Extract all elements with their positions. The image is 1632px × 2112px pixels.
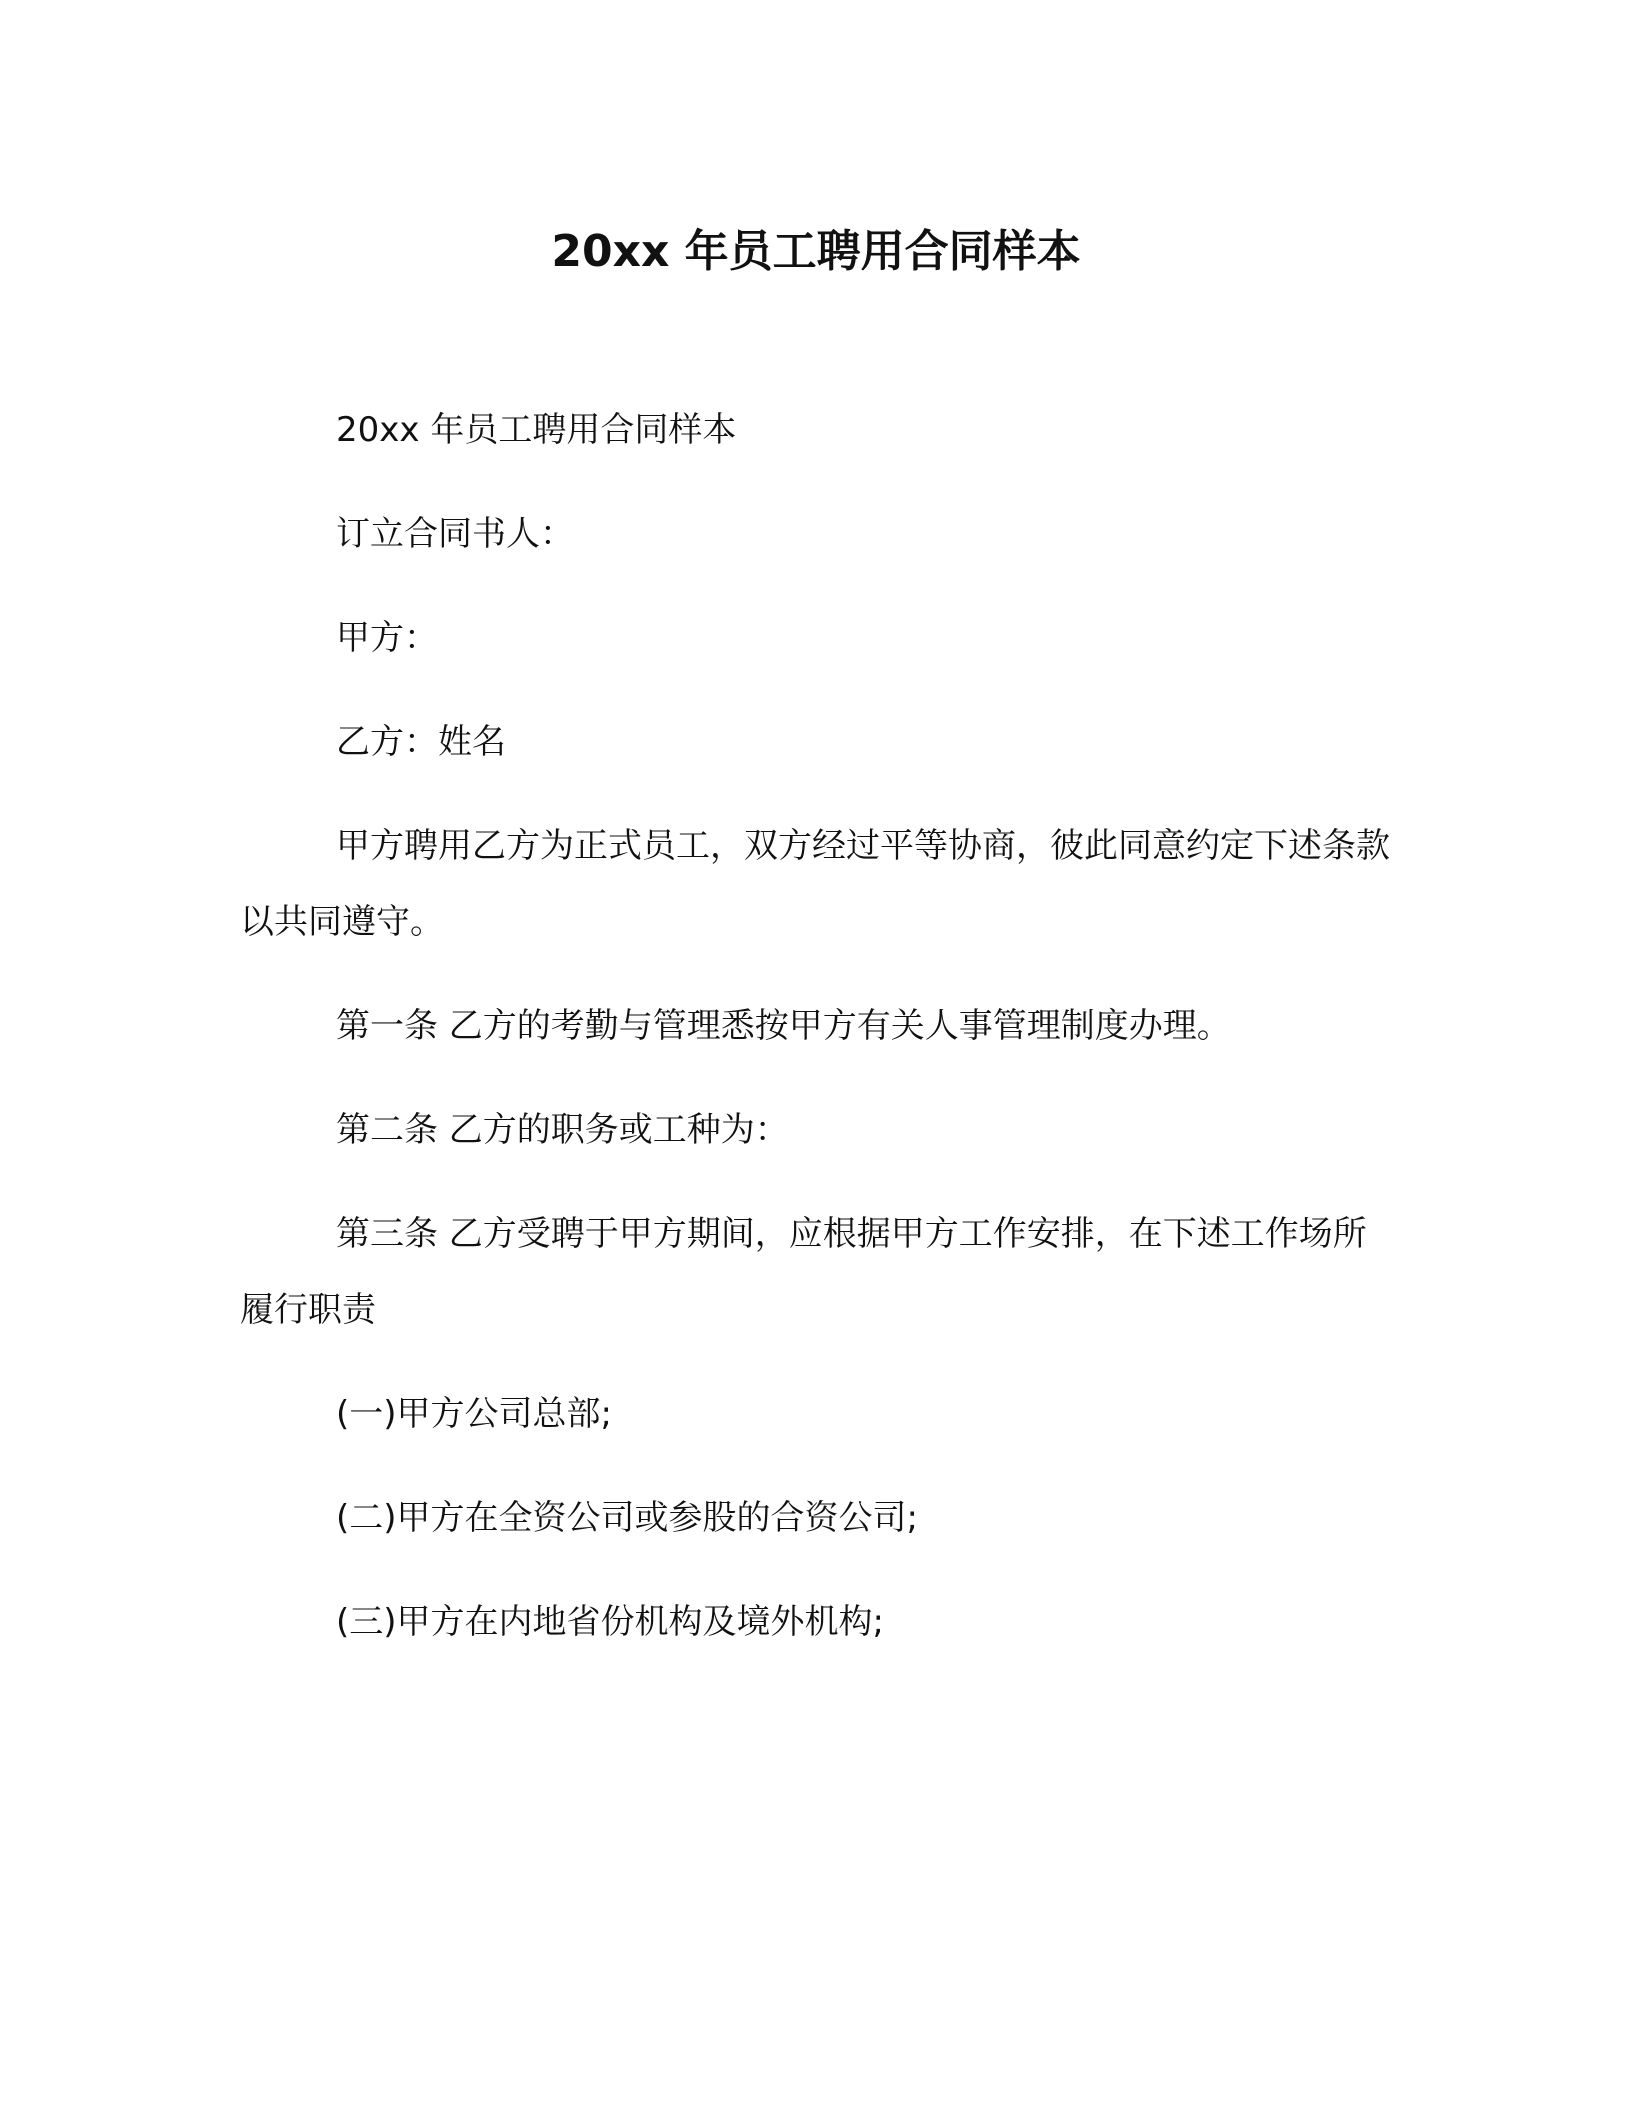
document-title: 20xx 年员工聘用合同样本 — [551, 226, 1081, 277]
paragraph-subtitle: 20xx 年员工聘用合同样本 — [336, 410, 737, 450]
paragraph-signatories: 订立合同书人： — [336, 514, 574, 554]
paragraph-article-2: 第二条 乙方的职务或工种为： — [336, 1110, 789, 1150]
paragraph-party-b: 乙方：姓名 — [336, 722, 506, 762]
paragraph-item-1: (一)甲方公司总部; — [336, 1394, 612, 1434]
paragraph-preamble: 甲方聘用乙方为正式员工，双方经过平等协商，彼此同意约定下述条款以共同遵守。 — [240, 826, 1390, 942]
paragraph-article-1: 第一条 乙方的考勤与管理悉按甲方有关人事管理制度办理。 — [336, 1006, 1231, 1046]
paragraph-party-a: 甲方： — [336, 618, 438, 658]
document-body — [240, 392, 1392, 1688]
paragraph-item-3: (三)甲方在内地省份机构及境外机构; — [336, 1602, 884, 1642]
paragraph-article-3: 第三条 乙方受聘于甲方期间，应根据甲方工作安排，在下述工作场所履行职责 — [240, 1214, 1367, 1330]
paragraph-item-2: (二)甲方在全资公司或参股的合资公司; — [336, 1498, 918, 1538]
